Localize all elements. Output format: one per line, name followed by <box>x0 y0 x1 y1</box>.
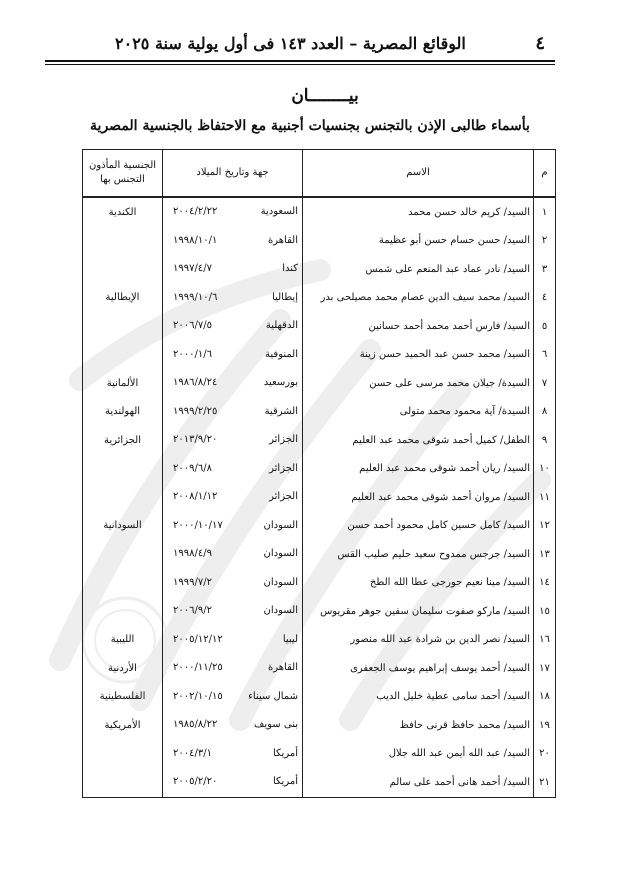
table-row <box>83 341 556 370</box>
table-row <box>83 369 556 398</box>
row-number: ٢١ <box>534 768 556 797</box>
table-row <box>83 255 556 284</box>
row-number: ٢ <box>534 227 556 256</box>
row-birth-place: الجزائر <box>269 491 298 502</box>
row-birth-place: السعودية <box>260 206 298 217</box>
row-name: السيد/ محمد حسن عبد الحميد حسن زينة <box>303 341 534 370</box>
row-number: ٨ <box>534 398 556 427</box>
row-birth-date: ١٩٩٨/١٠/١ <box>173 234 218 246</box>
row-name: السيد/ محمد حافظ قرنى حافظ <box>303 711 534 740</box>
row-birth-place: السودان <box>263 519 298 531</box>
row-number: ١٣ <box>534 540 556 569</box>
row-name: السيد/ أحمد سامى عطية خليل الديب <box>303 683 534 712</box>
table-row <box>83 455 556 484</box>
row-birth-place-date <box>163 711 303 740</box>
row-birth-place-date <box>163 398 303 427</box>
row-number: ٥ <box>534 312 556 341</box>
table-row <box>83 626 556 655</box>
row-name: السيد/ جرجس ممدوح سعيد حليم صليب القس <box>303 540 534 569</box>
table-row <box>83 768 556 797</box>
row-name: الطفل/ كميل أحمد شوقى محمد عبد العليم <box>303 426 534 455</box>
row-birth-place: أمريكا <box>272 776 298 787</box>
row-birth-place-date <box>163 740 303 769</box>
row-name: السيد/ عبد الله أيمن عبد الله جلال <box>303 740 534 769</box>
table-row <box>83 740 556 769</box>
row-name: السيد/ كريم خالد حسن محمد <box>303 197 534 227</box>
row-birth-place: الشرقية <box>264 405 298 417</box>
row-number: ٤ <box>534 284 556 313</box>
row-birth-place: أمريكا <box>272 747 298 759</box>
row-nationality: الكندية <box>83 197 163 227</box>
row-name: السيدة/ آية محمود محمد متولى <box>303 398 534 427</box>
row-nationality <box>83 569 163 598</box>
row-birth-date: ٢٠٠٦/٧/٥ <box>173 320 212 331</box>
row-birth-place-date <box>163 626 303 655</box>
row-birth-place-date <box>163 255 303 284</box>
row-birth-date: ١٩٨٥/٨/٢٢ <box>173 719 218 730</box>
row-nationality: الأمريكية <box>83 711 163 740</box>
row-number: ٧ <box>534 369 556 398</box>
row-birth-place-date <box>163 597 303 626</box>
header-rule-thin <box>45 64 555 65</box>
row-number: ٩ <box>534 426 556 455</box>
row-nationality: الإيطالية <box>83 284 163 313</box>
row-birth-place: شمال سيناء <box>248 690 298 702</box>
row-birth-place-date <box>163 227 303 256</box>
row-name: السيد/ كامل حسين كامل محمود أحمد حسن <box>303 512 534 541</box>
row-birth-place: إيطاليا <box>272 291 298 303</box>
row-name: السيد/ نادر عماد عبد المنعم على شمس <box>303 255 534 284</box>
row-nationality: الفلسطينية <box>83 683 163 712</box>
row-name: السيد/ محمد سيف الدين عصام محمد مصيلحى بدر <box>303 284 534 313</box>
row-birth-date: ٢٠٠٠/١١/٢٥ <box>173 662 223 673</box>
publication-line: الوقائع المصرية – العدد ١٤٣ فى أول يولية سنة ٢٠٢٥ <box>115 34 466 53</box>
row-number: ١٤ <box>534 569 556 598</box>
row-number: ١٩ <box>534 711 556 740</box>
row-nationality <box>83 597 163 626</box>
row-name: السيد/ أحمد يوسف إبراهيم يوسف الجعفرى <box>303 654 534 683</box>
row-birth-date: ١٩٩٩/٧/٢ <box>173 576 212 588</box>
table-body <box>83 197 556 797</box>
row-nationality: الليبية <box>83 626 163 655</box>
row-number: ١ <box>534 197 556 227</box>
row-nationality: الأردنية <box>83 654 163 683</box>
header-nationality: الجنسية المأذون التجنس بها <box>83 150 163 198</box>
row-name: السيدة/ جيلان محمد مرسى على حسن <box>303 369 534 398</box>
table-row <box>83 227 556 256</box>
document-subtitle: بأسماء طالبى الإذن بالتجنس بجنسيات أجنبية مع الاحتفاظ بالجنسية المصرية <box>90 118 530 134</box>
row-number: ٢٠ <box>534 740 556 769</box>
table-row <box>83 197 556 227</box>
row-name: السيد/ حسن حسام حسن أبو عظيمة <box>303 227 534 256</box>
row-nationality: الألمانية <box>83 369 163 398</box>
row-nationality <box>83 540 163 569</box>
row-birth-place: القاهرة <box>268 234 298 246</box>
table-row <box>83 683 556 712</box>
document-title: بيــــــــان <box>291 86 359 106</box>
page-header <box>45 30 555 60</box>
row-birth-date: ١٩٨٦/٨/٢٤ <box>173 377 218 388</box>
row-nationality <box>83 312 163 341</box>
row-nationality <box>83 341 163 370</box>
row-birth-date: ٢٠٠٦/٩/٢ <box>173 605 212 616</box>
row-number: ١٠ <box>534 455 556 484</box>
row-birth-place-date <box>163 312 303 341</box>
row-number: ١٧ <box>534 654 556 683</box>
row-number: ٦ <box>534 341 556 370</box>
row-birth-place-date <box>163 654 303 683</box>
table-row <box>83 711 556 740</box>
header-number: م <box>534 150 556 198</box>
row-birth-place-date <box>163 540 303 569</box>
header-birth-place-date: جهة وتاريخ الميلاد <box>163 150 303 198</box>
row-birth-date: ٢٠٠٩/٦/٨ <box>173 462 212 474</box>
row-birth-place-date <box>163 369 303 398</box>
row-name: السيد/ ماركو صفوت سليمان سفين جوهر مقريوس <box>303 597 534 626</box>
table-header-row <box>83 150 556 198</box>
row-nationality: الهولندية <box>83 398 163 427</box>
applicants-table <box>82 149 556 798</box>
row-birth-place: بورسعيد <box>263 377 298 388</box>
table-row <box>83 512 556 541</box>
row-birth-place: الدقهلية <box>265 320 298 331</box>
row-birth-date: ١٩٩٩/٢/٢٥ <box>173 405 218 417</box>
row-birth-date: ٢٠٠٤/٢/٢٢ <box>173 206 218 217</box>
row-birth-place-date <box>163 197 303 227</box>
row-birth-date: ٢٠٠٤/٣/١ <box>173 747 212 759</box>
table-row <box>83 312 556 341</box>
row-nationality <box>83 740 163 769</box>
row-birth-date: ٢٠١٣/٩/٢٠ <box>173 434 218 445</box>
row-nationality <box>83 227 163 256</box>
row-number: ١٥ <box>534 597 556 626</box>
table-row <box>83 569 556 598</box>
row-number: ١٢ <box>534 512 556 541</box>
row-number: ١٦ <box>534 626 556 655</box>
row-birth-date: ١٩٩٧/٤/٧ <box>173 263 212 274</box>
row-birth-place: المنوفية <box>265 348 298 360</box>
row-birth-place-date <box>163 768 303 797</box>
row-name: السيد/ أحمد هانى أحمد على سالم <box>303 768 534 797</box>
row-nationality <box>83 483 163 512</box>
header-name: الاسم <box>303 150 534 198</box>
row-birth-date: ١٩٩٨/٤/٩ <box>173 548 212 559</box>
row-birth-date: ٢٠٠٥/٢/٢٠ <box>173 776 218 787</box>
row-birth-place: القاهرة <box>268 662 298 673</box>
row-birth-place: ليبيا <box>282 633 298 645</box>
page-number: ٤ <box>535 33 545 54</box>
table-row <box>83 426 556 455</box>
row-birth-place-date <box>163 569 303 598</box>
row-birth-place: السودان <box>263 605 298 616</box>
header-rule-thick <box>45 60 555 62</box>
row-birth-place: الجزائر <box>269 434 298 445</box>
row-birth-place-date <box>163 341 303 370</box>
row-nationality: السودانية <box>83 512 163 541</box>
row-birth-place-date <box>163 455 303 484</box>
row-name: السيد/ مروان أحمد شوقى محمد عبد العليم <box>303 483 534 512</box>
row-nationality: الجزائرية <box>83 426 163 455</box>
row-birth-date: ٢٠٠٠/١/٦ <box>173 348 212 360</box>
row-birth-date: ٢٠٠٨/١/١٢ <box>173 491 218 502</box>
row-birth-date: ٢٠٠٠/١٠/١٧ <box>173 519 223 531</box>
row-name: السيد/ نصر الدين بن شرادة عبد الله منصور <box>303 626 534 655</box>
table-row <box>83 483 556 512</box>
row-birth-place: السودان <box>263 548 298 559</box>
row-birth-place-date <box>163 683 303 712</box>
row-birth-place: الجزائر <box>269 462 298 474</box>
row-birth-date: ٢٠٠٥/١٢/١٢ <box>173 633 223 645</box>
row-name: السيد/ ريان أحمد شوقى محمد عبد العليم <box>303 455 534 484</box>
row-name: السيد/ فارس أحمد محمد أحمد حسانين <box>303 312 534 341</box>
row-number: ٣ <box>534 255 556 284</box>
row-nationality <box>83 768 163 797</box>
row-number: ١١ <box>534 483 556 512</box>
row-number: ١٨ <box>534 683 556 712</box>
row-birth-place: كندا <box>282 263 298 274</box>
row-birth-date: ١٩٩٩/١٠/٦ <box>173 291 218 303</box>
table-row <box>83 654 556 683</box>
row-nationality <box>83 455 163 484</box>
row-birth-place-date <box>163 512 303 541</box>
row-name: السيد/ مينا نعيم جورجى عطا الله الطخ <box>303 569 534 598</box>
row-nationality <box>83 255 163 284</box>
row-birth-place: السودان <box>263 576 298 588</box>
table-row <box>83 398 556 427</box>
row-birth-place: بنى سويف <box>254 719 298 730</box>
row-birth-place-date <box>163 426 303 455</box>
table-row <box>83 284 556 313</box>
row-birth-place-date <box>163 284 303 313</box>
row-birth-place-date <box>163 483 303 512</box>
table-row <box>83 597 556 626</box>
row-birth-date: ٢٠٠٢/١٠/١٥ <box>173 690 223 702</box>
table-row <box>83 540 556 569</box>
